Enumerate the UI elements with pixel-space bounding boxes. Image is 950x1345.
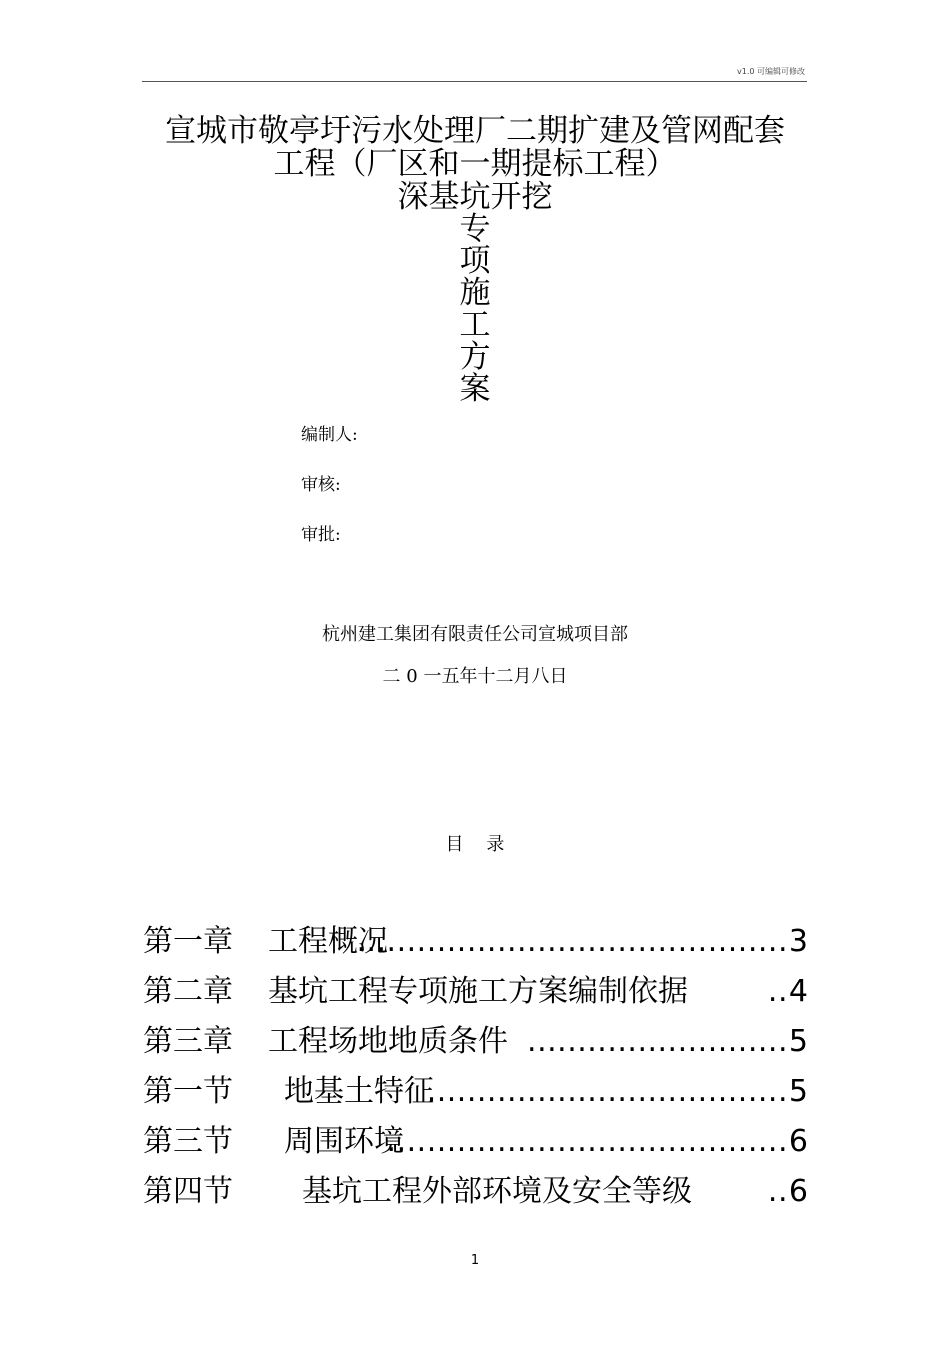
vertical-char: 案 [459,371,491,407]
toc-page: 3 [788,924,808,959]
page-number: 1 [470,1253,480,1268]
toc-leader: ........................................ [386,1124,788,1159]
toc-chapter: 第二章 [143,974,233,1009]
title-line-1: 宣城市敬亭圩污水处理厂二期扩建及管网配套 [165,113,785,149]
vertical-char: 项 [459,243,491,279]
header-rule [142,81,807,82]
toc-name: 周围环境 [284,1124,404,1159]
vertical-char: 施 [459,275,491,311]
toc-name: 基坑工程外部环境及安全等级 [302,1174,692,1209]
review-label: 审核: [301,475,341,495]
toc-chapter: 第三节 [143,1124,233,1159]
toc-entry[interactable] [143,1122,808,1172]
header-version: v1.0 可编辑可修改 [737,67,805,76]
toc-name: 工程概况 [268,924,388,959]
vertical-char: 专 [459,211,491,247]
toc-chapter: 第四节 [143,1174,233,1209]
toc-name: 工程场地地质条件 [268,1024,508,1059]
toc-title: 目 录 [445,834,505,855]
toc-leader: .. [767,974,788,1009]
author-label: 编制人: [301,425,358,445]
document-date: 二 0 一五年十二月八日 [382,666,568,687]
toc-chapter: 第一章 [143,924,233,959]
toc-page: 5 [788,1024,808,1059]
approve-label: 审批: [301,525,341,545]
toc-entry[interactable] [143,1022,808,1072]
toc-entry[interactable] [143,1072,808,1122]
toc-page: 4 [788,974,808,1009]
toc-leader: .................................... [426,1074,788,1109]
toc-chapter: 第一节 [143,1074,233,1109]
table-of-contents [143,922,808,1222]
toc-chapter: 第三章 [143,1024,233,1059]
toc-leader: ........................................... [356,924,788,959]
vertical-char: 工 [459,307,491,343]
company-name: 杭州建工集团有限责任公司宣城项目部 [322,624,628,645]
vertical-title [455,213,495,405]
toc-entry[interactable] [143,972,808,1022]
vertical-char: 方 [459,339,491,375]
toc-page: 5 [788,1074,808,1109]
toc-name: 地基土特征 [284,1074,434,1109]
toc-page: 6 [788,1174,808,1209]
toc-entry[interactable] [143,922,808,972]
toc-entry[interactable] [143,1172,808,1222]
title-line-3: 深基坑开挖 [397,179,553,215]
toc-leader: .......................... [527,1024,788,1059]
toc-page: 6 [788,1124,808,1159]
title-line-2: 工程（厂区和一期提标工程） [273,146,677,182]
toc-name: 基坑工程专项施工方案编制依据 [268,974,688,1009]
toc-leader: .. [767,1174,788,1209]
